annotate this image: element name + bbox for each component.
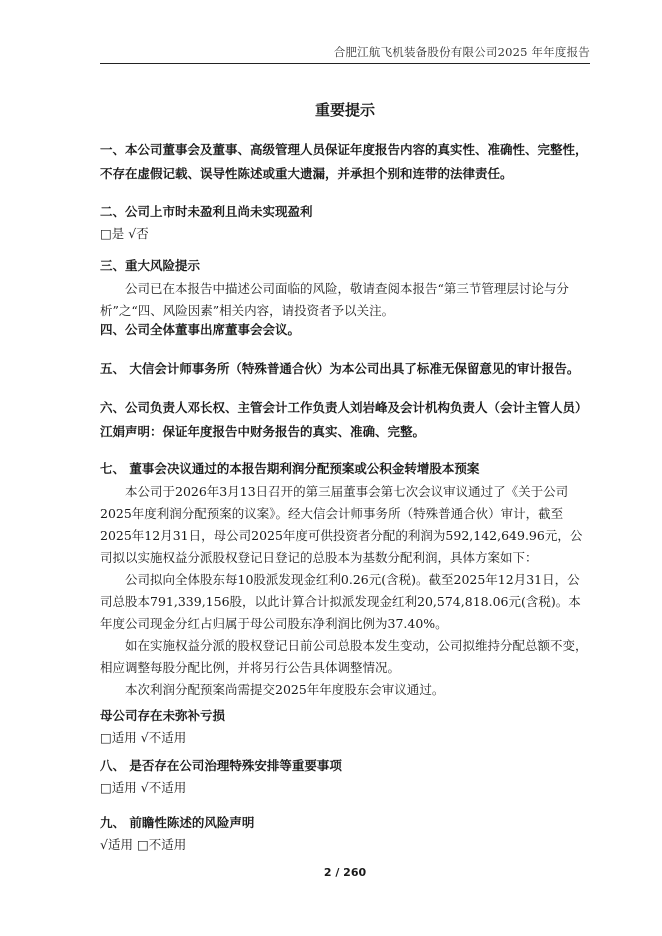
section-8: [100, 754, 590, 798]
deficit-heading: 母公司存在未弥补亏损: [100, 708, 226, 723]
page-title: 重要提示: [314, 101, 375, 119]
section-5: [100, 357, 590, 381]
section-7: [100, 457, 590, 701]
section-3-body: 公司已在本报告中描述公司面临的风险，敬请查阅本报告“第三节管理层讨论与分析”之“四、风险因素”相关内容，请投资者予以关注。: [100, 281, 569, 318]
deficit-section: [100, 704, 590, 748]
section-8-heading: 八、 是否存在公司治理特殊安排等重要事项: [100, 758, 342, 773]
section-7-paragraph-2: 公司拟向全体股东每10股派发现金红利0.26元(含税)。截至2025年12月31日，公司总股本791,339,156股，以此计算合计拟派发现金红利20,574,818.06元(含税)。本年度公司现金分红占归属于母公司股东净利润比例为37.40%。: [100, 572, 581, 631]
section-3-heading: 三、重大风险提示: [100, 258, 201, 273]
section-6-text: 六、公司负责人邓长权、主管会计工作负责人刘岩峰及会计机构负责人（会计主管人员）江娟声明：保证年度报告中财务报告的真实、准确、完整。: [100, 400, 588, 439]
section-1-text: 一、本公司董事会及董事、高级管理人员保证年度报告内容的真实性、准确性、完整性，不存在虚假记载、误导性陈述或重大遗漏，并承担个别和连带的法律责任。: [100, 142, 588, 181]
page-number: 2 / 260: [323, 866, 367, 879]
section-5-text: 五、 大信会计师事务所（特殊普通合伙）为本公司出具了标准无保留意见的审计报告。: [100, 361, 580, 376]
section-2-heading: 二、公司上市时未盈利且尚未实现盈利: [100, 204, 313, 219]
section-7-paragraph-1: 本公司于2026年3月13日召开的第三届董事会第七次会议审议通过了《关于公司2025年度利润分配预案的议案》。经大信会计师事务所（特殊普通合伙）审计，截至2025年12月31日，母公司2025年度可供投资者分配的利润为592,142,649.96元，公司拟以实施权益分派股权登记日登记的总股本为基数分配利润，具体方案如下：: [100, 484, 583, 565]
section-8-options: □适用 √不适用: [100, 780, 187, 795]
header-rule: [100, 63, 590, 64]
section-7-heading: 七、 董事会决议通过的本报告期利润分配预案或公积金转增股本预案: [100, 461, 480, 476]
section-9: [100, 811, 590, 855]
section-9-heading: 九、 前瞻性陈述的风险声明: [100, 815, 255, 830]
section-3: [100, 254, 590, 322]
section-4: [100, 318, 590, 342]
section-2-options: □是 √否: [100, 226, 149, 241]
section-2: [100, 200, 590, 244]
deficit-options: □适用 √不适用: [100, 730, 187, 745]
section-4-text: 四、公司全体董事出席董事会会议。: [100, 322, 301, 337]
page-header: 合肥江航飞机装备股份有限公司2025 年年度报告: [333, 45, 590, 59]
section-9-options: √适用 □不适用: [100, 837, 187, 852]
section-6: [100, 396, 590, 444]
section-7-paragraph-4: 本次利润分配预案尚需提交2025年年度股东会审议通过。: [125, 682, 445, 697]
section-7-paragraph-3: 如在实施权益分派的股权登记日前公司总股本发生变动，公司拟维持分配总额不变，相应调整每股分配比例，并将另行公告具体调整情况。: [100, 638, 588, 675]
section-1: [100, 138, 590, 186]
